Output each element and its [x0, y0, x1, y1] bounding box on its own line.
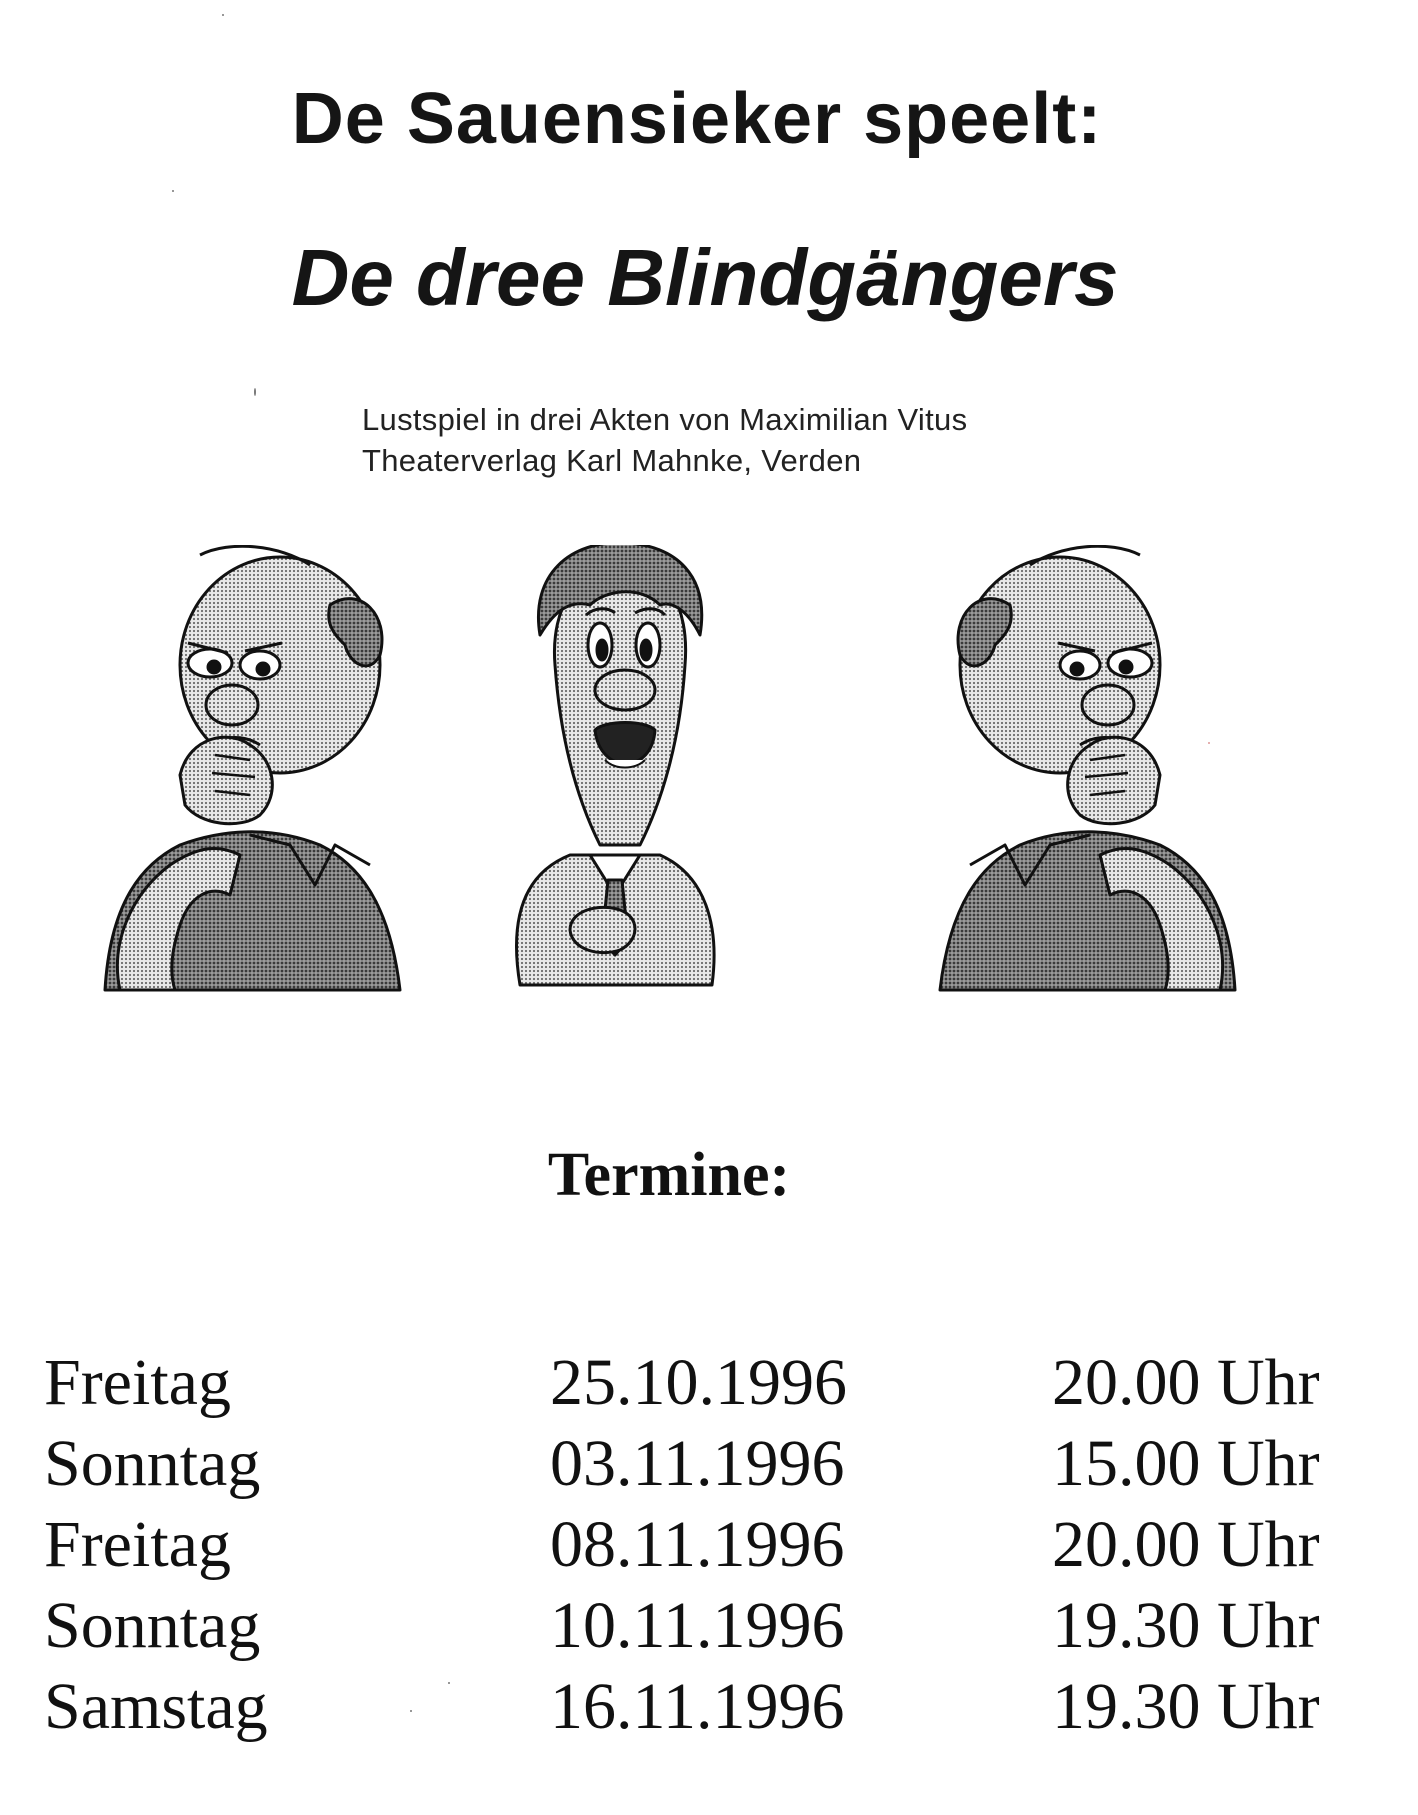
- schedule-date: 16.11.1996: [550, 1670, 845, 1743]
- scan-speck: [254, 388, 256, 396]
- schedule-row: [0, 1588, 1418, 1669]
- schedule-date: 03.11.1996: [550, 1427, 845, 1500]
- cartoon-illustration: [100, 545, 1240, 1025]
- scan-speck: [410, 1710, 412, 1712]
- presenter-heading: De Sauensieker speelt:: [291, 79, 1103, 159]
- figure-old-man-right: [940, 546, 1235, 990]
- subtitle-publisher: Theaterverlag Karl Mahnke, Verden: [362, 443, 862, 478]
- play-title: De dree Blindgängers: [291, 233, 1119, 322]
- schedule-day: Samstag: [44, 1670, 268, 1743]
- scan-speck: [222, 14, 224, 16]
- schedule-date: 08.11.1996: [550, 1508, 845, 1581]
- schedule-day: Freitag: [44, 1508, 231, 1581]
- schedule-time: 20.00 Uhr: [1052, 1346, 1320, 1419]
- schedule-time: 19.30 Uhr: [1052, 1670, 1320, 1743]
- subtitle-author: Lustspiel in drei Akten von Maximilian Vitus: [362, 402, 968, 437]
- schedule-date: 25.10.1996: [550, 1346, 847, 1419]
- scan-speck: [172, 190, 174, 192]
- schedule-row: [0, 1426, 1418, 1507]
- figure-old-man-left: [105, 546, 400, 990]
- schedule-day: Sonntag: [44, 1427, 261, 1500]
- schedule-date: 10.11.1996: [550, 1589, 845, 1662]
- schedule-day: Freitag: [44, 1346, 231, 1419]
- schedule-row: [0, 1507, 1418, 1588]
- schedule-row: [0, 1345, 1418, 1426]
- schedule-time: 19.30 Uhr: [1052, 1589, 1320, 1662]
- scan-speck: [448, 1682, 450, 1684]
- schedule-row: [0, 1669, 1418, 1750]
- schedule-heading: Termine:: [547, 1141, 791, 1209]
- schedule-day: Sonntag: [44, 1589, 261, 1662]
- schedule-table: [0, 1345, 1418, 1750]
- schedule-time: 20.00 Uhr: [1052, 1508, 1320, 1581]
- scan-speck: [1208, 742, 1210, 744]
- schedule-time: 15.00 Uhr: [1052, 1427, 1320, 1500]
- figure-young-man-middle: [517, 545, 715, 985]
